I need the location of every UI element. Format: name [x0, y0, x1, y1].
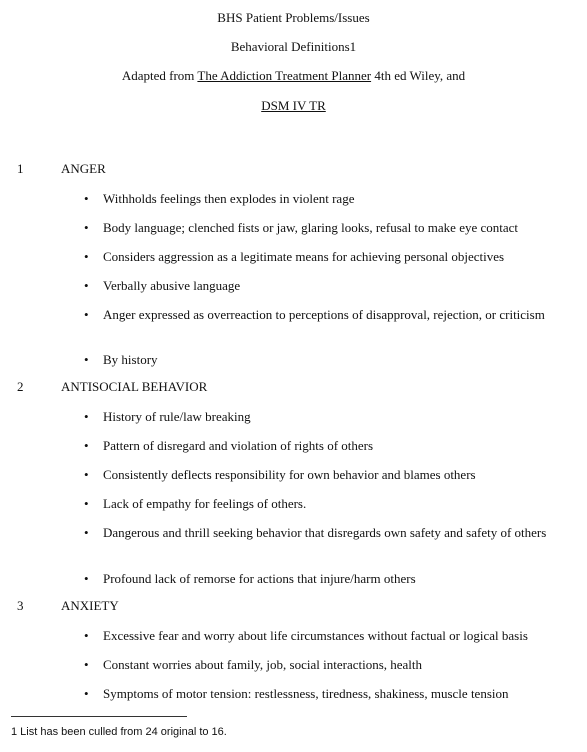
bullet-icon: • [84, 438, 89, 453]
list-item: Withholds feelings then explodes in violent rage [103, 191, 355, 206]
footnote: 1 List has been culled from 24 original to 16. [11, 726, 227, 738]
bullet-icon: • [84, 525, 89, 540]
list-item: Anger expressed as overreaction to perceptions of disapproval, rejection, or criticism [103, 307, 545, 322]
list-item: Pattern of disregard and violation of rights of others [103, 438, 374, 453]
list-item: Dangerous and thrill seeking behavior that disregards own safety and safety of others [103, 525, 547, 540]
footnote-separator [11, 716, 187, 717]
list-item: By history [103, 352, 158, 367]
list-item: Symptoms of motor tension: restlessness, tiredness, shakiness, muscle tension [103, 686, 509, 701]
bullet-icon: • [84, 686, 89, 701]
list-item: History of rule/law breaking [103, 409, 251, 424]
source-citation [0, 68, 587, 84]
section-number: 1 [17, 161, 24, 176]
section-title: ANXIETY [61, 598, 119, 613]
bullet-icon: • [84, 249, 89, 264]
document-title: BHS Patient Problems/Issues [217, 10, 370, 25]
bullet-icon: • [84, 409, 89, 424]
citation-suffix: 4th ed Wiley, and [371, 68, 466, 83]
bullet-icon: • [84, 307, 89, 322]
source-dsm: DSM IV TR [261, 98, 326, 113]
list-item: Considers aggression as a legitimate means for achieving personal objectives [103, 249, 505, 264]
bullet-icon: • [84, 352, 89, 367]
bullet-icon: • [84, 191, 89, 206]
section-title: ANGER [61, 161, 106, 176]
list-item: Verbally abusive language [103, 278, 241, 293]
list-item: Lack of empathy for feelings of others. [103, 496, 307, 511]
section-title: ANTISOCIAL BEHAVIOR [61, 379, 208, 394]
citation-prefix: Adapted from [121, 68, 198, 83]
citation-book-title: The Addiction Treatment Planner [197, 68, 372, 83]
list-item: Excessive fear and worry about life circumstances without factual or logical basis [103, 628, 528, 643]
section-number: 3 [17, 598, 24, 613]
bullet-icon: • [84, 657, 89, 672]
list-item: Profound lack of remorse for actions that injure/harm others [103, 571, 416, 586]
list-item: Consistently deflects responsibility for own behavior and blames others [103, 467, 476, 482]
bullet-icon: • [84, 467, 89, 482]
document-subtitle: Behavioral Definitions1 [230, 39, 357, 54]
bullet-icon: • [84, 628, 89, 643]
list-item: Constant worries about family, job, social interactions, health [103, 657, 423, 672]
bullet-icon: • [84, 571, 89, 586]
section-number: 2 [17, 379, 24, 394]
list-item: Body language; clenched fists or jaw, glaring looks, refusal to make eye contact [103, 220, 519, 235]
bullet-icon: • [84, 496, 89, 511]
bullet-icon: • [84, 278, 89, 293]
bullet-icon: • [84, 220, 89, 235]
